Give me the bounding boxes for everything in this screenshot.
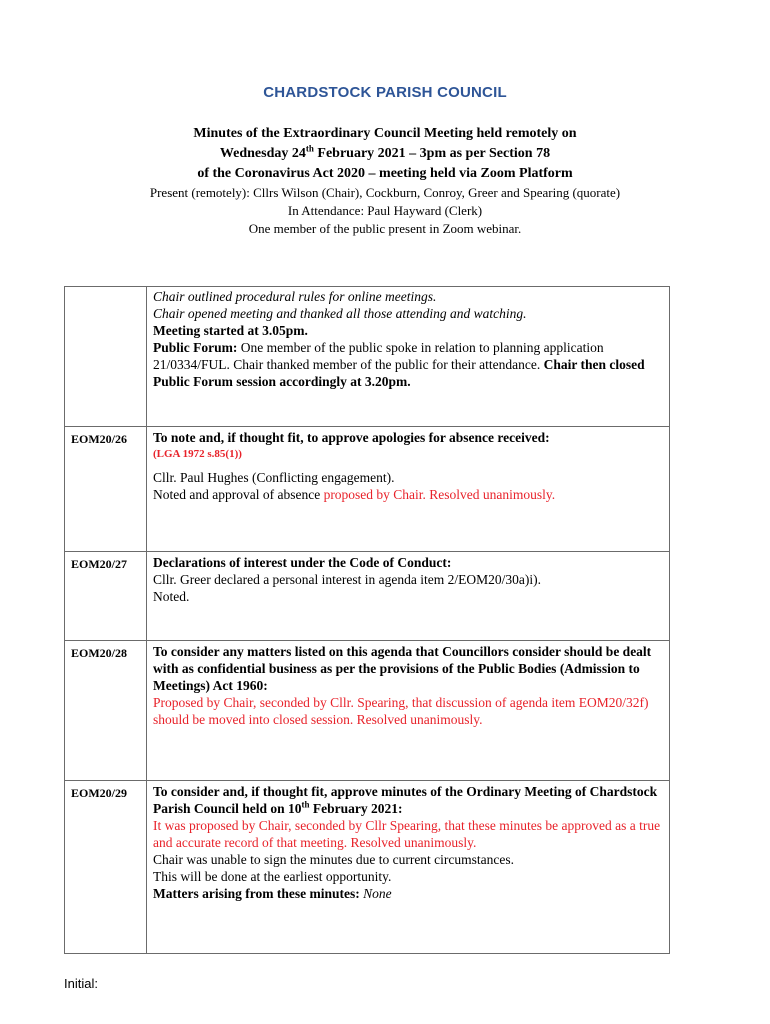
item-code: EOM20/27 — [71, 557, 127, 571]
resolution-text — [153, 486, 663, 503]
attendance-line: In Attendance: Paul Hayward (Clerk) — [287, 203, 483, 218]
table-row — [65, 427, 670, 552]
heading-date-text: Wednesday 24 — [219, 146, 306, 161]
resolution-prefix: Noted and approval of absence — [153, 487, 324, 502]
matters-arising-text — [153, 885, 663, 902]
apology-text: Cllr. Paul Hughes (Conflicting engagement). — [153, 470, 395, 485]
table-row — [65, 781, 670, 954]
meeting-heading-line-1: Minutes of the Extraordinary Council Meeting held remotely on — [193, 126, 577, 141]
item-body-cell — [147, 781, 670, 954]
item-code: EOM20/29 — [71, 786, 127, 800]
heading-date-rest: February 2021 – 3pm as per Section 78 — [313, 146, 551, 161]
public-forum-text — [153, 339, 663, 390]
page-title: CHARDSTOCK PARISH COUNCIL — [263, 84, 507, 101]
item-code-cell — [65, 641, 147, 781]
noted-text: Noted. — [153, 589, 190, 604]
item-code-cell — [65, 287, 147, 427]
meeting-heading-line-3: of the Coronavirus Act 2020 – meeting held via Zoom Platform — [197, 166, 573, 181]
item-heading: To consider any matters listed on this agenda that Councillors consider should be dealt with as confidential business as per the provisions of the Public Bodies (Admission to Meetings) Act 1960: — [153, 644, 652, 693]
item-body-cell — [147, 427, 670, 552]
initial-label: Initial: — [64, 976, 98, 991]
table-row — [65, 641, 670, 781]
resolution-red: It was proposed by Chair, seconded by Cllr Spearing, that these minutes be approved as a true and accurate record of that meeting. Resolved unanimously. — [153, 818, 661, 850]
item-heading: Declarations of interest under the Code of Conduct: — [153, 555, 452, 570]
item-heading-rest: February 2021: — [309, 801, 403, 816]
matters-arising-value: None — [363, 886, 392, 901]
item-code: EOM20/28 — [71, 646, 127, 660]
public-forum-label: Public Forum: — [153, 340, 238, 355]
item-body-cell — [147, 641, 670, 781]
resolution-red: proposed by Chair. Resolved unanimously. — [323, 487, 556, 502]
public-forum-body: One member of the public spoke in relation to planning application 21/0334/FUL. Chair thanked member of the public for their attendance. — [153, 340, 604, 372]
table-row — [65, 287, 670, 427]
public-forum-close: Chair then closed Public Forum session accordingly at 3.20pm. — [153, 357, 645, 389]
minutes-table — [64, 286, 670, 954]
opening-text: Chair opened meeting and thanked all those attending and watching. — [153, 306, 527, 321]
item-code: EOM20/26 — [71, 432, 127, 446]
heading-date-sup: th — [305, 143, 314, 154]
item-code-cell — [65, 781, 147, 954]
item-heading-sup: th — [301, 799, 310, 810]
item-heading — [153, 783, 663, 817]
signing-followup-text: This will be done at the earliest opportunity. — [153, 869, 392, 884]
declaration-text: Cllr. Greer declared a personal interest in agenda item 2/EOM20/30a)i). — [153, 572, 541, 587]
item-code-cell — [65, 552, 147, 641]
present-line: Present (remotely): Cllrs Wilson (Chair), Cockburn, Conroy, Greer and Spearing (quorate) — [149, 185, 621, 200]
signing-text: Chair was unable to sign the minutes due to current circumstances. — [153, 852, 515, 867]
item-code-cell — [65, 427, 147, 552]
meeting-heading-line-2 — [0, 143, 770, 162]
public-line: One member of the public present in Zoom webinar. — [248, 221, 522, 236]
start-time-text: Meeting started at 3.05pm. — [153, 323, 308, 338]
matters-arising-label: Matters arising from these minutes: — [153, 886, 360, 901]
legal-reference: (LGA 1972 s.85(1)) — [153, 448, 242, 460]
item-body-cell — [147, 552, 670, 641]
procedural-rules-text: Chair outlined procedural rules for online meetings. — [153, 289, 437, 304]
item-body-cell — [147, 287, 670, 427]
item-heading-text: To consider and, if thought fit, approve minutes of the Ordinary Meeting of Chardstock Parish Council held on 10 — [153, 784, 658, 816]
table-row — [65, 552, 670, 641]
item-heading: To note and, if thought fit, to approve apologies for absence received: — [153, 430, 550, 445]
item-code — [65, 287, 146, 291]
resolution-red: Proposed by Chair, seconded by Cllr. Spearing, that discussion of agenda item EOM20/32f) should be moved into closed session. Resolved unanimously. — [153, 695, 649, 727]
